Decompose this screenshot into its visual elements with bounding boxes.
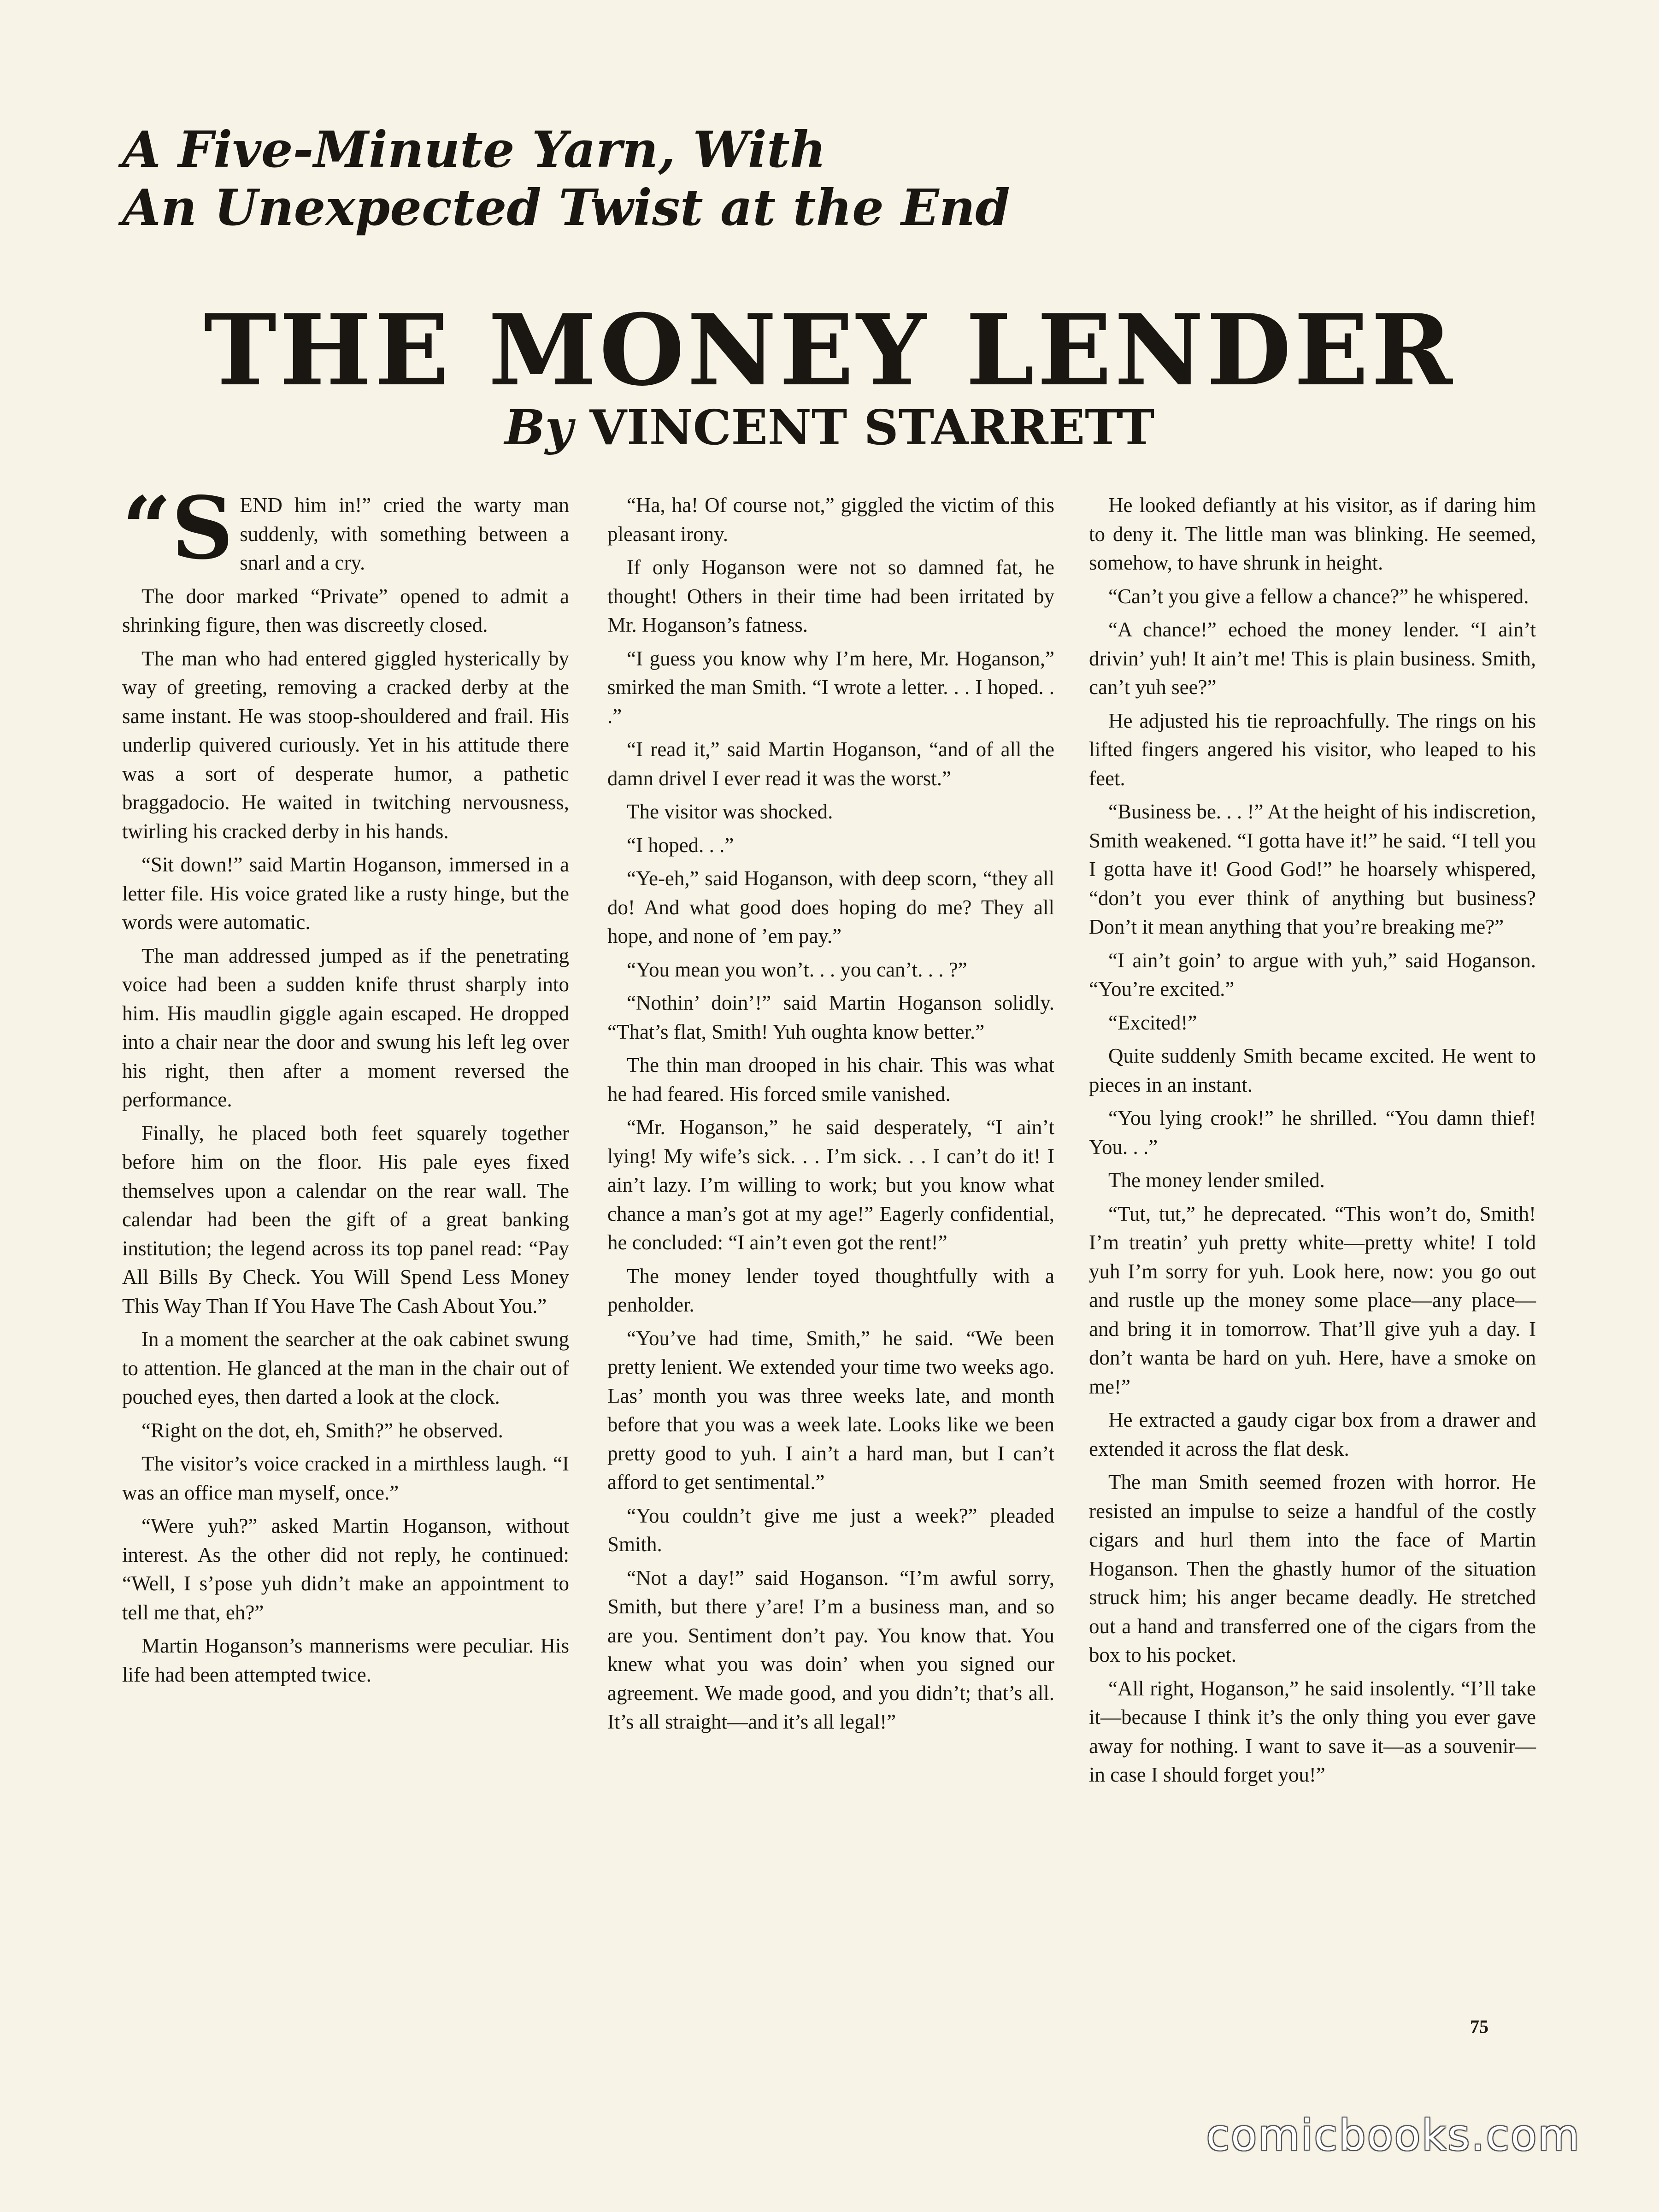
paragraph: “I hoped. . .”	[627, 833, 734, 857]
drop-cap	[122, 477, 234, 578]
tagline-line-2: An Unexpected Twist at the End	[122, 179, 1010, 237]
paragraph: The visitor’s voice cracked in a mirthless laugh. “I was an office man myself, once.”	[122, 1452, 569, 1504]
paragraph: The visitor was shocked.	[627, 800, 833, 823]
paragraph: The man who had entered giggled hysterically by way of greeting, removing a cracked derby at the same instant. He was stoop-shouldered and frail. His underlip quivered curiously. Yet in his attitude there was a sort of desperate humor, a pathetic braggadocio. He waited in twitching nervousness, twirling his cracked derby in his hands.	[122, 647, 569, 843]
paragraph: Martin Hoganson’s mannerisms were peculiar. His life had been attempted twice.	[122, 1634, 569, 1686]
paragraph: The money lender smiled.	[1108, 1169, 1325, 1192]
paragraph: “I ain’t goin’ to argue with yuh,” said Hoganson. “You’re excited.”	[1089, 948, 1536, 1000]
opening-text: END him in!” cried the warty man suddenly, with something between a snarl and a cry.	[240, 494, 569, 574]
paragraph: If only Hoganson were not so damned fat, he thought! Others in their time had been irritated by Mr. Hoganson’s fatness.	[607, 556, 1054, 636]
paragraph: “Business be. . . !” At the height of his indiscretion, Smith weakened. “I gotta have it!” he said. “I tell you I gotta have it! Good God!” he hoarsely whispered, “don’t you ever think of anything but business? Don’t it mean anything that you’re breaking me?”	[1089, 800, 1536, 938]
paragraph: Quite suddenly Smith became excited. He went to pieces in an instant.	[1089, 1044, 1536, 1096]
paragraph: Finally, he placed both feet squarely together before him on the floor. His pale eyes fixed themselves upon a calendar on the rear wall. The calendar had been the gift of a great banking institution; the legend across its top panel read: “Pay All Bills By Check. You Will Spend Less Money This Way Than If You Have The Cash About You.”	[122, 1121, 569, 1318]
page-number: 75	[1470, 2016, 1488, 2037]
story-tagline	[122, 121, 1228, 237]
paragraph: “Can’t you give a fellow a chance?” he whispered.	[1108, 584, 1529, 608]
paragraph: He adjusted his tie reproachfully. The rings on his lifted fingers angered his visitor, who leaped to his feet.	[1089, 709, 1536, 790]
paragraph: The money lender toyed thoughtfully with a penholder.	[607, 1264, 1054, 1316]
paragraph: “Nothin’ doin’!” said Martin Hoganson solidly. “That’s flat, Smith! Yuh oughta know better.”	[607, 991, 1054, 1043]
paragraph: In a moment the searcher at the oak cabinet swung to attention. He glanced at the man in the chair out of pouched eyes, then darted a look at the clock.	[122, 1328, 569, 1408]
paragraph: He extracted a gaudy cigar box from a drawer and extended it across the flat desk.	[1089, 1408, 1536, 1460]
paragraph: “I guess you know why I’m here, Mr. Hoganson,” smirked the man Smith. “I wrote a letter. . . I hoped. . .”	[607, 647, 1054, 728]
paragraph: “Excited!”	[1108, 1011, 1197, 1034]
drop-cap-quote: “	[122, 477, 171, 578]
byline	[0, 395, 1659, 460]
text-column-2	[607, 491, 1054, 1741]
paragraph: “Mr. Hoganson,” he said desperately, “I ain’t lying! My wife’s sick. . . I’m sick. . . I can’t do it! I ain’t lazy. I’m willing to work; but you know what chance a man’s got at my age!” Eagerly confidential, he concluded: “I ain’t even got the rent!”	[607, 1116, 1054, 1254]
paragraph: “Sit down!” said Martin Hoganson, immersed in a letter file. His voice grated like a rusty hinge, but the words were automatic.	[122, 853, 569, 934]
paragraph: “You couldn’t give me just a week?” pleaded Smith.	[607, 1504, 1054, 1556]
text-column-1	[122, 477, 569, 1694]
tagline-line-1: A Five-Minute Yarn, With	[122, 121, 826, 179]
story-title: THE MONEY LENDER	[204, 293, 1455, 407]
byline-author: VINCENT STARRETT	[589, 399, 1155, 456]
paragraph: “You mean you won’t. . . you can’t. . . ?”	[627, 958, 967, 981]
paragraph: “Not a day!” said Hoganson. “I’m awful sorry, Smith, but there y’are! I’m a business man, and so are you. Sentiment don’t pay. You know that. You knew what you was doin’ when you signed our agreement. We made good, and you didn’t; that’s all. It’s all straight—and it’s all legal!”	[607, 1566, 1054, 1733]
column-1-paragraphs	[122, 582, 569, 1689]
paragraph: The man Smith seemed frozen with horror. He resisted an impulse to seize a handful of the costly cigars and hurl them into the face of Martin Hoganson. Then the ghastly humor of the situation struck him; his anger became deadly. He stretched out a hand and transferred one of the cigars from the box to his pocket.	[1089, 1471, 1536, 1666]
paragraph: “All right, Hoganson,” he said insolently. “I’ll take it—because I think it’s the only thing you ever gave away for nothing. I want to save it—as a souvenir—in case I should forget you!”	[1089, 1677, 1536, 1786]
opening-paragraph	[122, 477, 569, 578]
paragraph: “Ha, ha! Of course not,” giggled the victim of this pleasant irony.	[607, 494, 1054, 546]
site-watermark: comicbooks.com	[1206, 2111, 1581, 2160]
paragraph: The door marked “Private” opened to admit a shrinking figure, then was discreetly closed.	[122, 584, 569, 636]
text-column-3	[1089, 491, 1536, 1794]
byline-by: By	[504, 399, 573, 456]
paragraph: “I read it,” said Martin Hoganson, “and of all the damn drivel I ever read it was the worst.”	[607, 738, 1054, 790]
column-2-paragraphs	[607, 491, 1054, 1736]
paragraph: “You lying crook!” he shrilled. “You damn thief! You. . .”	[1089, 1106, 1536, 1159]
paragraph: “You’ve had time, Smith,” he said. “We been pretty lenient. We extended your time two weeks ago. Las’ month you was three weeks late, and month before that you was a week late. Looks like we been pretty good to yuh. I ain’t a hard man, but I can’t afford to get sentimental.”	[607, 1326, 1054, 1494]
paragraph: “Right on the dot, eh, Smith?” he observed.	[141, 1418, 503, 1442]
paragraph: The thin man drooped in his chair. This was what he had feared. His forced smile vanished.	[607, 1053, 1054, 1106]
drop-cap-letter: S	[171, 477, 234, 578]
paragraph: “Ye-eh,” said Hoganson, with deep scorn, “they all do! And what good does hoping do me? They all hope, and none of ’em pay.”	[607, 867, 1054, 947]
paragraph: He looked defiantly at his visitor, as if daring him to deny it. The little man was blinking. He seemed, somehow, to have shrunk in height.	[1089, 494, 1536, 574]
paragraph: “Tut, tut,” he deprecated. “This won’t do, Smith! I’m treatin’ yuh pretty white—pretty white! I told yuh I’m sorry for yuh. Look here, now: you go out and rustle up the money some place—any place—and bring it in tomorrow. That’ll give yuh a day. I don’t wanta be hard on yuh. Here, have a smoke on me!”	[1089, 1202, 1536, 1398]
paragraph: “A chance!” echoed the money lender. “I ain’t drivin’ yuh! It ain’t me! This is plain business. Smith, can’t yuh see?”	[1089, 618, 1536, 699]
paragraph: The man addressed jumped as if the penetrating voice had been a sudden knife thrust sharply into him. His maudlin giggle again escaped. He dropped into a chair near the door and swung his left leg over his right, then after a moment reversed the performance.	[122, 944, 569, 1111]
column-3-paragraphs	[1089, 491, 1536, 1789]
paragraph: “Were yuh?” asked Martin Hoganson, without interest. As the other did not reply, he continued: “Well, I s’pose yuh didn’t make an appointment to tell me that, eh?”	[122, 1514, 569, 1624]
